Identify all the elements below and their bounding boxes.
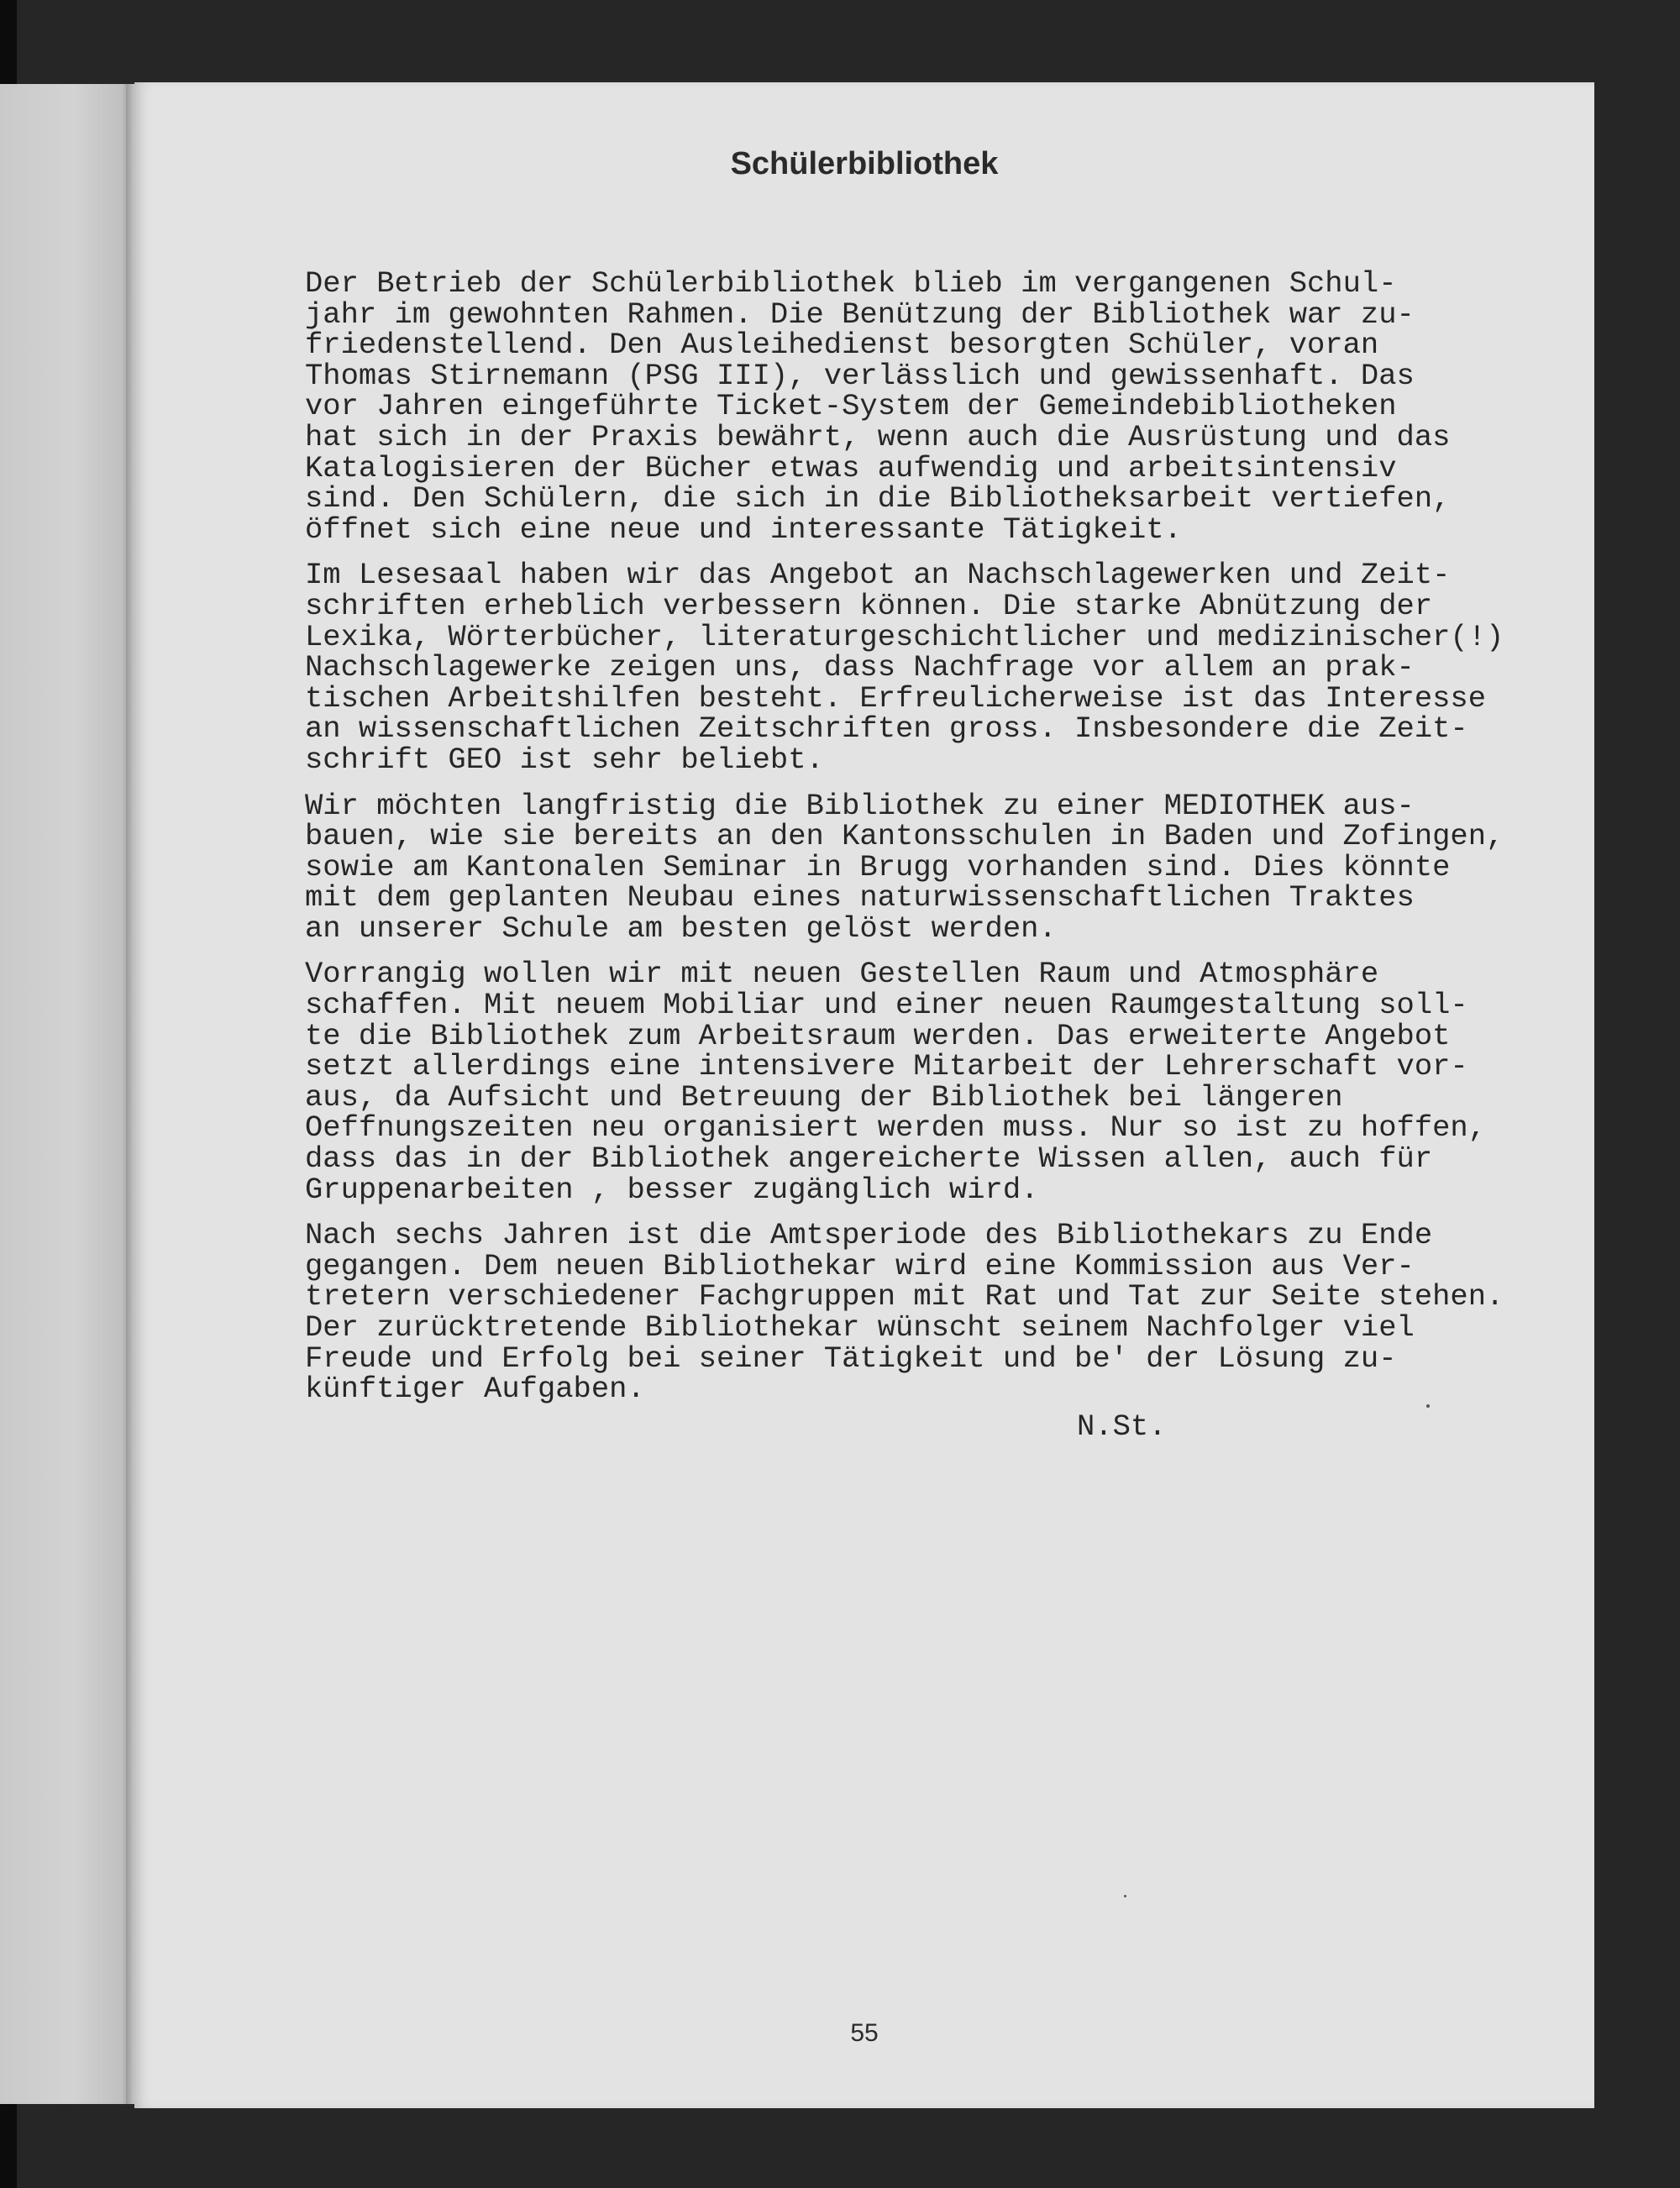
text-line: sind. Den Schülern, die sich in die Bibliotheksarbeit vertiefen,: [305, 481, 1451, 517]
author-signature: N.St.: [1077, 1409, 1167, 1444]
text-line: setzt allerdings eine intensivere Mitarbeit der Lehrerschaft vor-: [305, 1049, 1468, 1084]
text-line: an wissenschaftlichen Zeitschriften gross. Insbesondere die Zeit-: [305, 711, 1468, 747]
text-line: hat sich in der Praxis bewährt, wenn auch die Ausrüstung und das: [305, 419, 1451, 454]
paper-speck: [1124, 1895, 1126, 1897]
document-page: [134, 82, 1594, 2108]
text-line: tretern verschiedener Fachgruppen mit Rat und Tat zur Seite stehen.: [305, 1279, 1504, 1314]
text-line: Oeffnungszeiten neu organisiert werden muss. Nur so ist zu hoffen,: [305, 1110, 1487, 1146]
text-line: schrift GEO ist sehr beliebt.: [305, 742, 824, 777]
text-line: te die Bibliothek zum Arbeitsraum werden. Das erweiterte Angebot: [305, 1018, 1451, 1053]
text-line: Gruppenarbeiten , besser zugänglich wird.: [305, 1172, 1039, 1207]
text-line: mit dem geplanten Neubau eines naturwissenschaftlichen Traktes: [305, 880, 1415, 916]
text-line: Wir möchten langfristig die Bibliothek zu einer MEDIOTHEK aus-: [305, 788, 1415, 823]
text-line: Thomas Stirnemann (PSG III), verlässlich und gewissenhaft. Das: [305, 358, 1415, 393]
text-line: sowie am Kantonalen Seminar in Brugg vorhanden sind. Dies könnte: [305, 849, 1451, 884]
text-line: Der zurücktretende Bibliothekar wünscht seinem Nachfolger viel: [305, 1310, 1415, 1345]
text-line: Nach sechs Jahren ist die Amtsperiode des Bibliothekars zu Ende: [305, 1218, 1433, 1253]
paper-speck: [1426, 1404, 1430, 1408]
text-line: Katalogisieren der Bücher etwas aufwendig und arbeitsintensiv: [305, 450, 1397, 485]
paragraph-1: [305, 266, 1548, 547]
text-line: an unserer Schule am besten gelöst werden.: [305, 910, 1057, 946]
paragraph-4: [305, 959, 1548, 1205]
text-line: gegangen. Dem neuen Bibliothekar wird eine Kommission aus Ver-: [305, 1248, 1415, 1283]
text-line: öffnet sich eine neue und interessante Tätigkeit.: [305, 512, 1182, 547]
paragraph-3: [305, 788, 1548, 946]
page-title: Schülerbibliothek: [730, 146, 999, 181]
text-line: dass das in der Bibliothek angereicherte Wissen allen, auch für: [305, 1141, 1433, 1177]
paragraph-5: [305, 1220, 1548, 1405]
text-line: schaffen. Mit neuem Mobiliar und einer neuen Raumgestaltung soll-: [305, 988, 1468, 1023]
text-line: jahr im gewohnten Rahmen. Die Benützung der Bibliothek war zu-: [305, 296, 1415, 332]
text-line: Vorrangig wollen wir mit neuen Gestellen Raum und Atmosphäre: [305, 957, 1379, 992]
text-line: Lexika, Wörterbücher, literaturgeschichtlicher und medizinischer(!): [305, 619, 1504, 654]
text-line: aus, da Aufsicht und Betreuung der Bibliothek bei längeren: [305, 1079, 1343, 1115]
text-line: schriften erheblich verbessern können. Die starke Abnützung der: [305, 588, 1433, 623]
page-number: 55: [850, 2019, 879, 2047]
text-line: künftiger Aufgaben.: [305, 1372, 645, 1407]
body-text: [305, 266, 1548, 1420]
paragraph-2: [305, 560, 1548, 775]
text-line: Der Betrieb der Schülerbibliothek blieb im vergangenen Schul-: [305, 266, 1397, 301]
text-line: vor Jahren eingeführte Ticket-System der Gemeindebibliotheken: [305, 389, 1397, 424]
text-line: Nachschlagewerke zeigen uns, dass Nachfrage vor allem an prak-: [305, 650, 1415, 685]
previous-page-edge: [0, 84, 133, 2104]
text-line: Im Lesesaal haben wir das Angebot an Nachschlagewerken und Zeit-: [305, 558, 1451, 593]
text-line: Freude und Erfolg bei seiner Tätigkeit und be' der Lösung zu-: [305, 1341, 1397, 1376]
text-line: tischen Arbeitshilfen besteht. Erfreulicherweise ist das Interesse: [305, 680, 1487, 716]
text-line: friedenstellend. Den Ausleihedienst besorgten Schüler, voran: [305, 328, 1379, 363]
text-line: bauen, wie sie bereits an den Kantonsschulen in Baden und Zofingen,: [305, 819, 1504, 854]
